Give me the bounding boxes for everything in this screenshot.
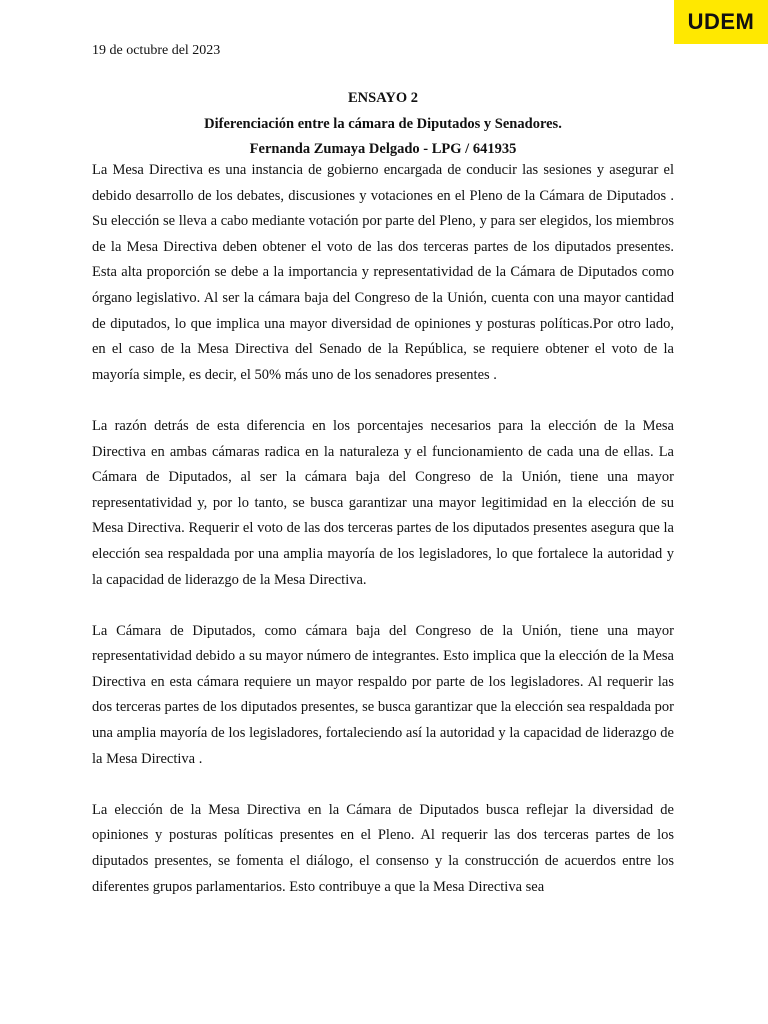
paragraph: La Cámara de Diputados, como cámara baja del Congreso de la Unión, tiene una mayor representatividad debido a su mayor número de integrantes. Esto implica que la elección de la Mesa Directiva en esta cámara requiere un mayor respaldo por parte de los legisladores. Al requerir las dos terceras partes de los diputados presentes, se busca garantizar que la elección sea respaldada por una amplia mayoría de los legisladores, fortaleciendo así la autoridad y la capacidad de liderazgo de la Mesa Directiva . <box>92 622 674 767</box>
document-title: ENSAYO 2 <box>348 90 418 106</box>
document-body <box>92 158 674 926</box>
paragraph: La elección de la Mesa Directiva en la Cámara de Diputados busca reflejar la diversidad de opiniones y posturas políticas presentes en el Pleno. Al requerir las dos terceras partes de los diputados presentes, se fomenta el diálogo, el consenso y la construcción de acuerdos entre los diferentes grupos parlamentarios. Esto contribuye a que la Mesa Directiva sea <box>92 801 674 895</box>
document-subtitle: Diferenciación entre la cámara de Diputados y Senadores. <box>204 115 562 132</box>
document-header <box>92 86 674 163</box>
document-author: Fernanda Zumaya Delgado - LPG / 641935 <box>249 141 517 157</box>
document-date: 19 de octubre del 2023 <box>92 43 221 58</box>
udem-logo: UDEM <box>674 0 768 44</box>
paragraph: La Mesa Directiva es una instancia de gobierno encargada de conducir las sesiones y asegurar el debido desarrollo de los debates, discusiones y votaciones en el Pleno de la Cámara de Diputados . Su elección se lleva a cabo mediante votación por parte del Pleno, y para ser elegidos, los miembros de la Mesa Directiva deben obtener el voto de las dos terceras partes de los diputados presentes. Esta alta proporción se debe a la importancia y representatividad de la Cámara de Diputados como órgano legislativo. Al ser la cámara baja del Congreso de la Unión, cuenta con una mayor cantidad de diputados, lo que implica una mayor diversidad de opiniones y posturas políticas.Por otro lado, en el caso de la Mesa Directiva del Senado de la República, se requiere obtener el voto de la mayoría simple, es decir, el 50% más uno de los senadores presentes . <box>92 162 674 383</box>
paragraph: La razón detrás de esta diferencia en los porcentajes necesarios para la elección de la Mesa Directiva en ambas cámaras radica en la naturaleza y el funcionamiento de cada una de ellas. La Cámara de Diputados, al ser la cámara baja del Congreso de la Unión, tiene una mayor representatividad y, por lo tanto, se busca garantizar una mayor legitimidad en la elección de su Mesa Directiva. Requerir el voto de las dos terceras partes de los diputados presentes asegura que la elección sea respaldada por una amplia mayoría de los legisladores, lo que fortalece la autoridad y la capacidad de liderazgo de la Mesa Directiva. <box>92 417 674 588</box>
